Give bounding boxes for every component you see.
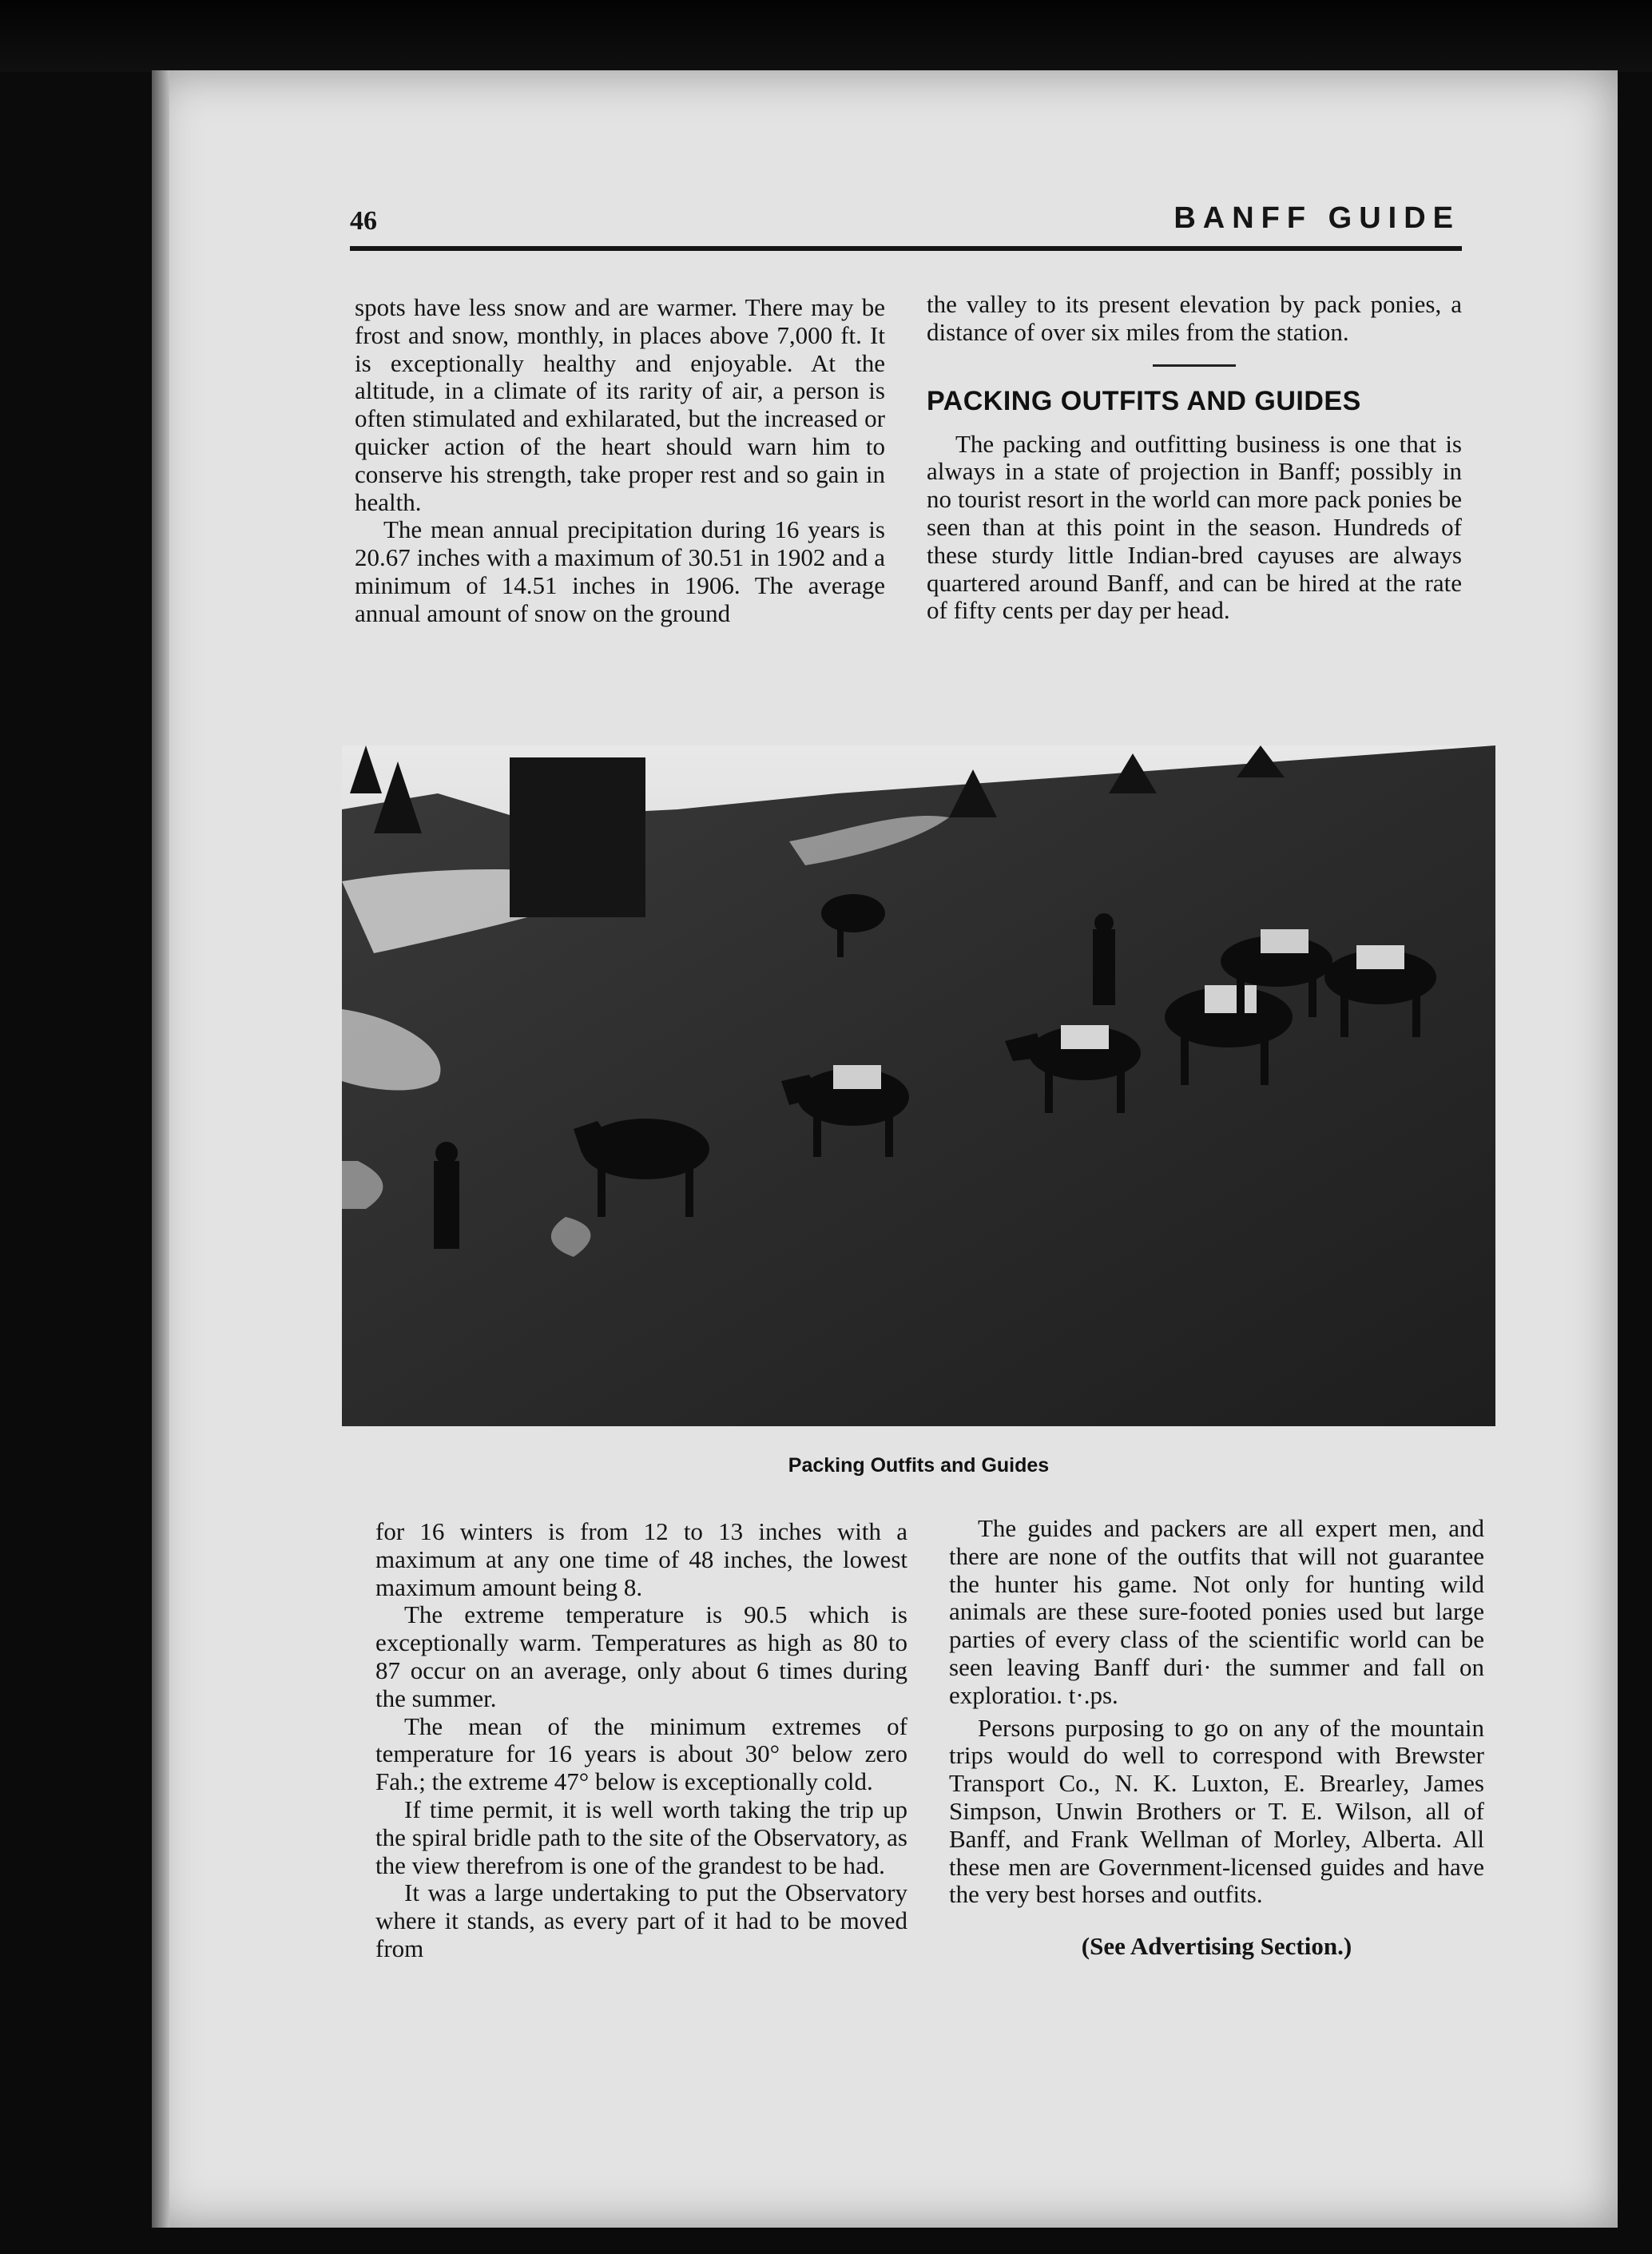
- paragraph: If time permit, it is well worth taking the trip up the spiral bridle path to the site of the Observatory, as the view therefrom is one of the grandest to be had.: [375, 1795, 907, 1879]
- paragraph: The guides and packers are all expert men, and there are none of the outfits that will not guarantee the hunter his game. Not only for hunting wild animals are these sure-footed ponies used but large parties of every class of the scientific world can be seen leaving Banff duri· the summer and fall on exploratioı. t·.ps.: [949, 1514, 1484, 1709]
- pack-train-photo-illustration: [342, 745, 1495, 1426]
- paragraph: for 16 winters is from 12 to 13 inches with a maximum at any one time of 48 inches, the lowest maximum amount being 8.: [375, 1517, 907, 1601]
- bottom-left-column: [375, 1518, 907, 1963]
- paragraph: The packing and outfitting business is one that is always in a state of projection in Banff; possibly in no tourist resort in the world can more pack ponies be seen than at this point in the season. Hundreds of these sturdy little Indian-bred cayuses are always quartered around Banff, and can be hired at the rate of fifty cents per day per head.: [927, 429, 1462, 625]
- bottom-right-column: [949, 1515, 1484, 1961]
- page-number: 46: [350, 206, 377, 236]
- top-left-column: [355, 294, 885, 628]
- paragraph: The mean annual precipitation during 16 years is 20.67 inches with a maximum of 30.51 in 1902 and a minimum of 14.51 inches in 1906. The average annual amount of snow on the ground: [355, 515, 885, 627]
- photograph-pack-train: [342, 745, 1495, 1426]
- rider-1: [1093, 913, 1115, 1005]
- section-heading: PACKING OUTFITS AND GUIDES: [927, 385, 1361, 416]
- paragraph: The mean of the minimum extremes of temperature for 16 years is about 30° below zero Fah.; the extreme 47° below is exceptionally cold.: [375, 1711, 907, 1796]
- paragraph: Persons purposing to go on any of the mountain trips would do well to correspond with Brewster Transport Co., N. K. Luxton, E. Brearley, James Simpson, Unwin Brothers or T. E. Wilson, all of Banff, and Frank Wellman of Morley, Alberta. All these men are Government-licensed guides and have the very best horses and outfits.: [949, 1713, 1484, 1909]
- section-divider: [1153, 364, 1236, 367]
- paragraph: the valley to its present elevation by pack ponies, a distance of over six miles from the station.: [927, 290, 1462, 346]
- running-title: BANFF GUIDE: [1173, 201, 1460, 235]
- advertising-reference: (See Advertising Section.): [1081, 1932, 1352, 1961]
- running-header: [350, 201, 1460, 244]
- paragraph: It was a large undertaking to put the Observatory where it stands, as every part of it had to be moved from: [375, 1878, 907, 1962]
- page-gutter-edge: [152, 70, 169, 2228]
- paragraph: spots have less snow and are warmer. There may be frost and snow, monthly, in places above 7,000 ft. It is exceptionally healthy and enjoyable. At the altitude, in a climate of its rarity of air, a person is often stimulated and exhilarated, but the increased or quicker action of the heart should warn him to conserve his strength, take proper rest and so gain in health.: [355, 293, 885, 516]
- scan-background: [0, 0, 1652, 72]
- paragraph: The extreme temperature is 90.5 which is exceptionally warm. Temperatures as high as 80 to 87 occur on an average, only about 6 times during the summer.: [375, 1600, 907, 1712]
- top-right-column: [927, 291, 1462, 625]
- photo-caption: Packing Outfits and Guides: [788, 1454, 1050, 1477]
- header-rule: [350, 246, 1462, 251]
- rider-2: [434, 1142, 459, 1249]
